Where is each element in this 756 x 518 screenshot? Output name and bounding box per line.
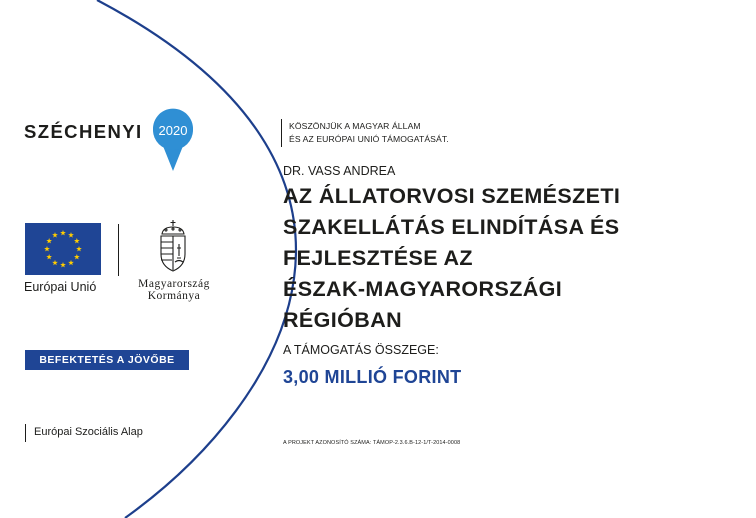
fund-label-bar	[25, 424, 26, 442]
szechenyi-year: 2020	[158, 123, 188, 138]
project-id: A PROJEKT AZONOSÍTÓ SZÁMA: TÁMOP-2.3.6.B-12-1/T-2014-0008	[283, 440, 461, 446]
gov-line-1: Magyarország	[138, 278, 210, 290]
project-title-line: SZAKELLÁTÁS ELINDÍTÁSA ÉS	[283, 215, 620, 239]
gov-line-2: Kormánya	[147, 290, 201, 303]
eu-label: Európai Unió	[24, 280, 97, 294]
project-title-line: FEJLESZTÉSE AZ	[283, 246, 473, 270]
szechenyi-pin-icon	[151, 108, 195, 172]
project-title-line: ÉSZAK-MAGYARORSZÁGI	[283, 277, 563, 301]
beneficiary-name: DR. VASS ANDREA	[283, 164, 396, 178]
project-title-line: RÉGIÓBAN	[283, 308, 403, 332]
hungarian-government-label	[128, 278, 220, 302]
logo-divider	[118, 224, 119, 276]
thanks-text	[289, 120, 449, 145]
project-title	[283, 181, 620, 336]
thanks-line-1: KÖSZÖNJÜK A MAGYAR ÁLLAM	[289, 121, 421, 131]
eu-flag-icon	[25, 223, 101, 275]
invest-in-future-badge: BEFEKTETÉS A JÖVŐBE	[25, 350, 189, 370]
szechenyi-logo-word: SZÉCHENYI	[24, 121, 143, 142]
thanks-line-2: ÉS AZ EURÓPAI UNIÓ TÁMOGATÁSÁT.	[289, 133, 449, 144]
fund-label: Európai Szociális Alap	[34, 426, 143, 438]
project-title-line: AZ ÁLLATORVOSI SZEMÉSZETI	[283, 184, 621, 208]
thanks-bar	[281, 119, 282, 147]
support-amount: 3,00 MILLIÓ FORINT	[283, 367, 462, 387]
hungarian-crest-icon	[155, 218, 191, 274]
support-amount-label: A TÁMOGATÁS ÖSSZEGE:	[283, 343, 439, 357]
